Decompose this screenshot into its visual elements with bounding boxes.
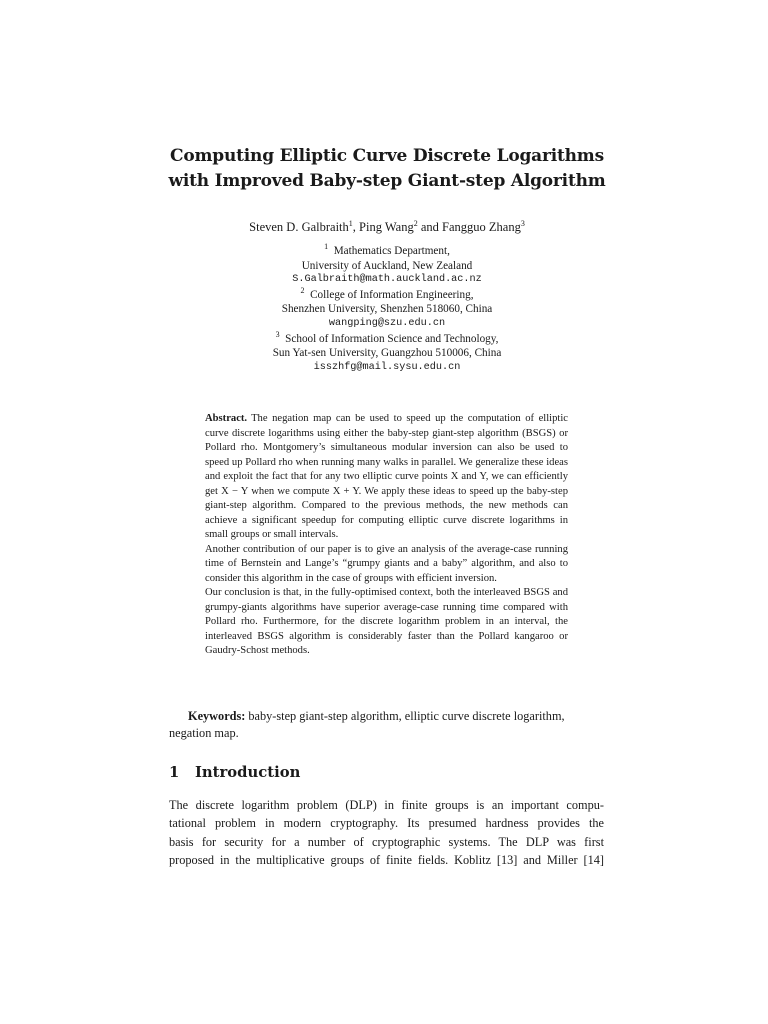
author-name: Fangguo Zhang: [442, 220, 521, 234]
title-line-1: Computing Elliptic Curve Discrete Logarithms: [170, 146, 604, 166]
affil-dept: School of Information Science and Technology,: [285, 332, 499, 345]
affil-email: isszhfg@mail.sysu.edu.cn: [313, 361, 461, 373]
section-number: 1: [169, 764, 180, 781]
intro-line: proposed in the multiplicative groups of finite fields. Koblitz [13] and Miller [14]: [169, 852, 604, 867]
keywords-heading: Keywords:: [188, 709, 246, 723]
affil-mark: 2: [300, 285, 305, 295]
keywords: [169, 708, 604, 742]
title-line-2: with Improved Baby-step Giant-step Algorithm: [168, 171, 606, 191]
affiliation-line: [120, 285, 654, 303]
affil-email: S.Galbraith@math.auckland.ac.nz: [292, 274, 482, 286]
author-name: Steven D. Galbraith: [249, 220, 349, 234]
author-affil-mark: 1: [348, 219, 353, 228]
abstract-paragraph: Another contribution of our paper is to give an analysis of the average-case running time of Bernstein and Lange’s “grumpy giants and a baby” algorithm, and also to consider this algorithm in the case of groups with efficient inversion.: [205, 543, 568, 584]
author-list: [120, 218, 654, 236]
abstract-heading: Abstract.: [205, 413, 248, 424]
abstract: [205, 412, 568, 659]
affil-email: wangping@szu.edu.cn: [328, 317, 446, 329]
abstract-paragraph: Our conclusion is that, in the fully-optimised context, both the interleaved BSGS and grumpy-giants algorithms have superior average-case running time compared with Pollard rho. Furthermore, for the discrete logarithm problem in an interval, the interleaved BSGS algorithm is considerably faster than the Pollard kangaroo or Gaudry-Schost methods.: [205, 587, 568, 656]
section-heading: [169, 764, 604, 781]
paper-title: [120, 144, 654, 194]
affiliations: [120, 244, 654, 375]
intro-paragraph: [169, 796, 604, 869]
abstract-paragraph: [205, 412, 568, 543]
affil-mark: 3: [275, 329, 280, 339]
author-affil-mark: 2: [413, 219, 418, 228]
affil-dept: Mathematics Department,: [333, 245, 450, 257]
affil-institution: Shenzhen University, Shenzhen 518060, China: [281, 303, 493, 316]
intro-line: tational problem in modern cryptography. Its presumed hardness provides the: [169, 816, 604, 831]
affiliation-line: [120, 244, 654, 259]
affil-dept: College of Information Engineering,: [310, 288, 474, 301]
author-separator: and: [417, 220, 443, 234]
section-title: Introduction: [195, 764, 301, 781]
intro-line: The discrete logarithm problem (DLP) in finite groups is an important compu-: [169, 798, 604, 812]
keywords-text: baby-step giant-step algorithm, elliptic curve discrete logarithm, negation map.: [169, 709, 565, 740]
affil-mark: 1: [324, 242, 329, 251]
author-separator: ,: [352, 220, 360, 234]
intro-line: basis for security for a number of cryptographic systems. The DLP was first: [169, 834, 604, 849]
author-affil-mark: 3: [520, 219, 525, 228]
abstract-text: The negation map can be used to speed up the computation of elliptic curve discrete logarithms using either the baby-step giant-step algorithm (BSGS) or Pollard rho. Montgomery’s simultaneous modular inversion can also be used to speed up Pollard rho when running many walks in parallel. We generalize these ideas and exploit the fact that for any two elliptic curve points X and Y, we can efficiently get X − Y when we compute X + Y. We apply these ideas to speed up the baby-step giant-step algorithm. Compared to the previous methods, the new methods can achieve a significant speedup for computing elliptic curve discrete logarithms in small groups or small intervals.: [205, 413, 568, 540]
affiliation-line: [120, 329, 654, 347]
affil-institution: Sun Yat-sen University, Guangzhou 510006, China: [272, 347, 502, 360]
author-name: Ping Wang: [359, 220, 414, 234]
affil-institution: University of Auckland, New Zealand: [301, 259, 473, 272]
